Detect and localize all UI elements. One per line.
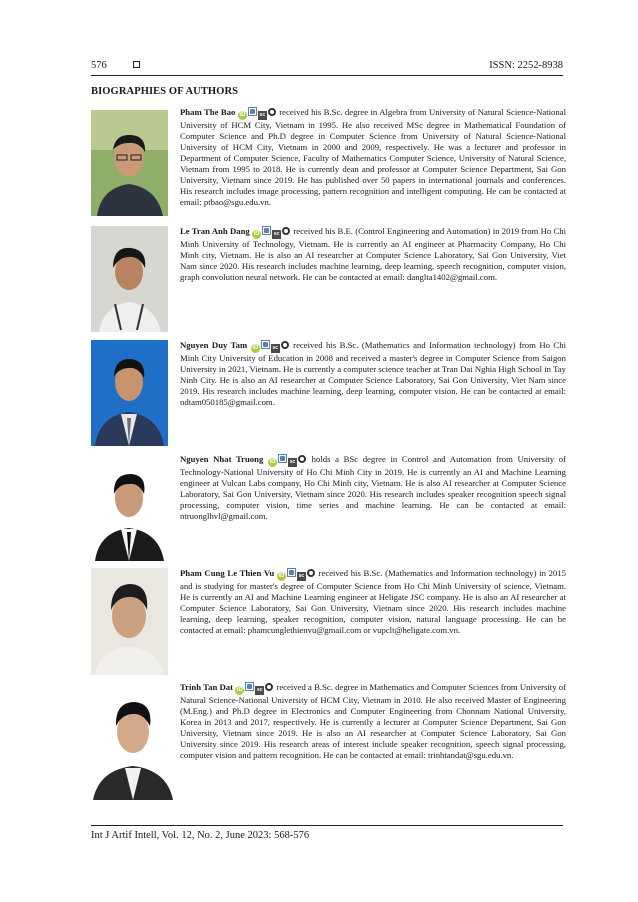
scopus-icon[interactable]: sc [256,687,263,693]
scopus-icon[interactable]: sc [289,459,296,465]
author-photo [91,340,168,446]
orcid-icon[interactable]: iD [278,573,285,579]
author-bio-text [180,568,566,636]
web-of-science-icon[interactable] [307,569,315,577]
author-name: Trinh Tan Dat [180,682,234,692]
author-bio-text [180,107,566,208]
author-description: holds a BSc degree in Control and Automation from University of Technology-National University of Ho Chi Minh City in 2019. He is currently an AI and Machine Learning engineer at Vulcan Labs company, Ho Chi Minh city, Vietnam. He is also AI researcher at Computer Science Laboratory, Sai Gon University, Vietnam since 2020. His research includes speaker recognition speech signal processing, computer vision, time series and machine learning. He can be contacted at email: ntruonglhvl@gmail.com. [180,454,567,522]
scopus-icon[interactable]: sc [272,345,278,351]
orcid-icon[interactable]: iD [239,112,246,118]
scopus-icon[interactable]: sc [298,573,305,579]
author-photo [91,226,168,332]
google-scholar-icon[interactable] [248,107,257,116]
author-name: Le Tran Anh Dang [180,226,250,236]
author-description: received his B.Sc. (Mathematics and Information technology) in 2015 and is studying for master's degree of Computer Science from Ho Chi Minh University of science, Vietnam. He is currently an AI and Machine Learning engineer at Heligate JSC company. He is also an AI researcher at Computer Science Laboratory, Sai Gon University, Vietnam since 2020. His research includes machine learning, deep learning, speaker recognition, computer vision, natural language processing. He can be contacted at email: phamcunglethienvu@gmail.com or vupclt@heligate.com.vn. [180,568,567,636]
google-scholar-icon[interactable] [287,568,296,577]
author-photo [91,454,168,561]
scopus-icon[interactable]: sc [273,231,280,237]
author-photo [91,110,168,216]
section-title: BIOGRAPHIES OF AUTHORS [91,86,239,97]
author-bio-text [180,454,566,522]
author-name: Pham The Bao [180,107,236,117]
web-of-science-icon[interactable] [282,227,290,235]
author-description: received his B.E. (Control Engineering and Automation) in 2019 from Ho Chi Minh University of Technology, Vietnam. He is currently an AI engineer at Pharmacity Company, Ho Chi Minh city, Vietnam. He is also an AI researcher at Computer Science Laboratory, Sai Gon University, Viet Nam since 2020. His research includes machine learning, deep learning, speech recognition, computer vision, graph convolution neural network. He can be contacted at email: danglta1402@gmail.com. [180,226,567,283]
google-scholar-icon[interactable] [245,682,254,691]
page-header [91,56,563,76]
orcid-icon[interactable]: iD [236,687,243,693]
web-of-science-icon[interactable] [298,455,306,463]
orcid-icon[interactable]: iD [252,345,259,351]
journal-mark-icon [133,61,140,68]
author-name: Nguyen Duy Tam [180,340,248,350]
author-description: received a B.Sc. degree in Mathematics and Computer Sciences from University of Natural Science-National University of HCM City, Vietnam in 2010. He also received Master of Engineering (M.Eng.) and Ph.D degree in Electronics and Computer Engineering from Chonnam National University, Korea in 2013 and 2017, respectively. He is currently a lecturer at Computer Science Department, Sai Gon University, Vietnam since 2019. He is also an AI researcher at Computer Science Laboratory, Sai Gon University since 2019. His research areas of interest include speaker recognition, speech signal processing, computer vision and pattern recognition. He can be contacted at email: trinhtandat@sgu.edu.vn. [180,682,567,761]
web-of-science-icon[interactable] [281,341,289,349]
web-of-science-icon[interactable] [265,683,273,691]
header-divider [91,75,563,76]
author-name: Nguyen Nhat Truong [180,454,264,464]
author-name: Pham Cung Le Thien Vu [180,568,275,578]
page-footer: Int J Artif Intell, Vol. 12, No. 2, June 2023: 568-576 [91,830,310,841]
web-of-science-icon[interactable] [268,108,276,116]
orcid-icon[interactable]: iD [253,231,260,237]
author-description: received his B.Sc. degree in Algebra from University of Natural Science-National University of HCM City, Vietnam in 1995. He also received MSc degree in Mathematical Foundation of Computer Science and Ph.D degree in Computer Science from University of Natural Science-National University of HCM City, Vietnam in 2000 and 2009, respectively. He was a lecturer and professor in Department of Computer Science, Faculty of Mathematics Computer Science, University of Natural Science, Vietnam from 1995 to 2018. He is currently dean and professor at Computer Science Department, Sai Gon University, Vietnam since 2019. He has published over 50 papers in international journals and conferences. His research includes image processing, pattern recognition and intelligent computing. He can be contacted at email: ptbao@sgu.edu.vn. [180,107,567,208]
author-bio-text [180,340,566,408]
footer-divider [91,825,563,826]
scopus-icon[interactable]: sc [259,112,266,118]
author-photo [91,568,168,675]
author-bio-text [180,682,566,761]
author-bio-text [180,226,566,283]
author-description: received his B.Sc. (Mathematics and Information technology) from Ho Chi Minh City University of Education in 2008 and received a master's degree in Computer Science from Saigon University in 2021, Vietnam. He is currently a computer science teacher at Tran Dai Nghia High School in Tay Ninh City. He is also an AI researcher at Computer Science Laboratory, Sai Gon University, Viet Nam since 2019. His research includes machine learning, deep learning, computer vision. He can be contacted at email: ndtam050185@gmail.com. [180,340,566,408]
google-scholar-icon[interactable] [278,454,287,463]
google-scholar-icon[interactable] [261,340,270,349]
author-photo [91,682,175,800]
google-scholar-icon[interactable] [262,226,271,235]
page-number: 576 [91,60,107,71]
issn-label: ISSN: 2252-8938 [489,60,563,71]
orcid-icon[interactable]: iD [269,459,276,465]
